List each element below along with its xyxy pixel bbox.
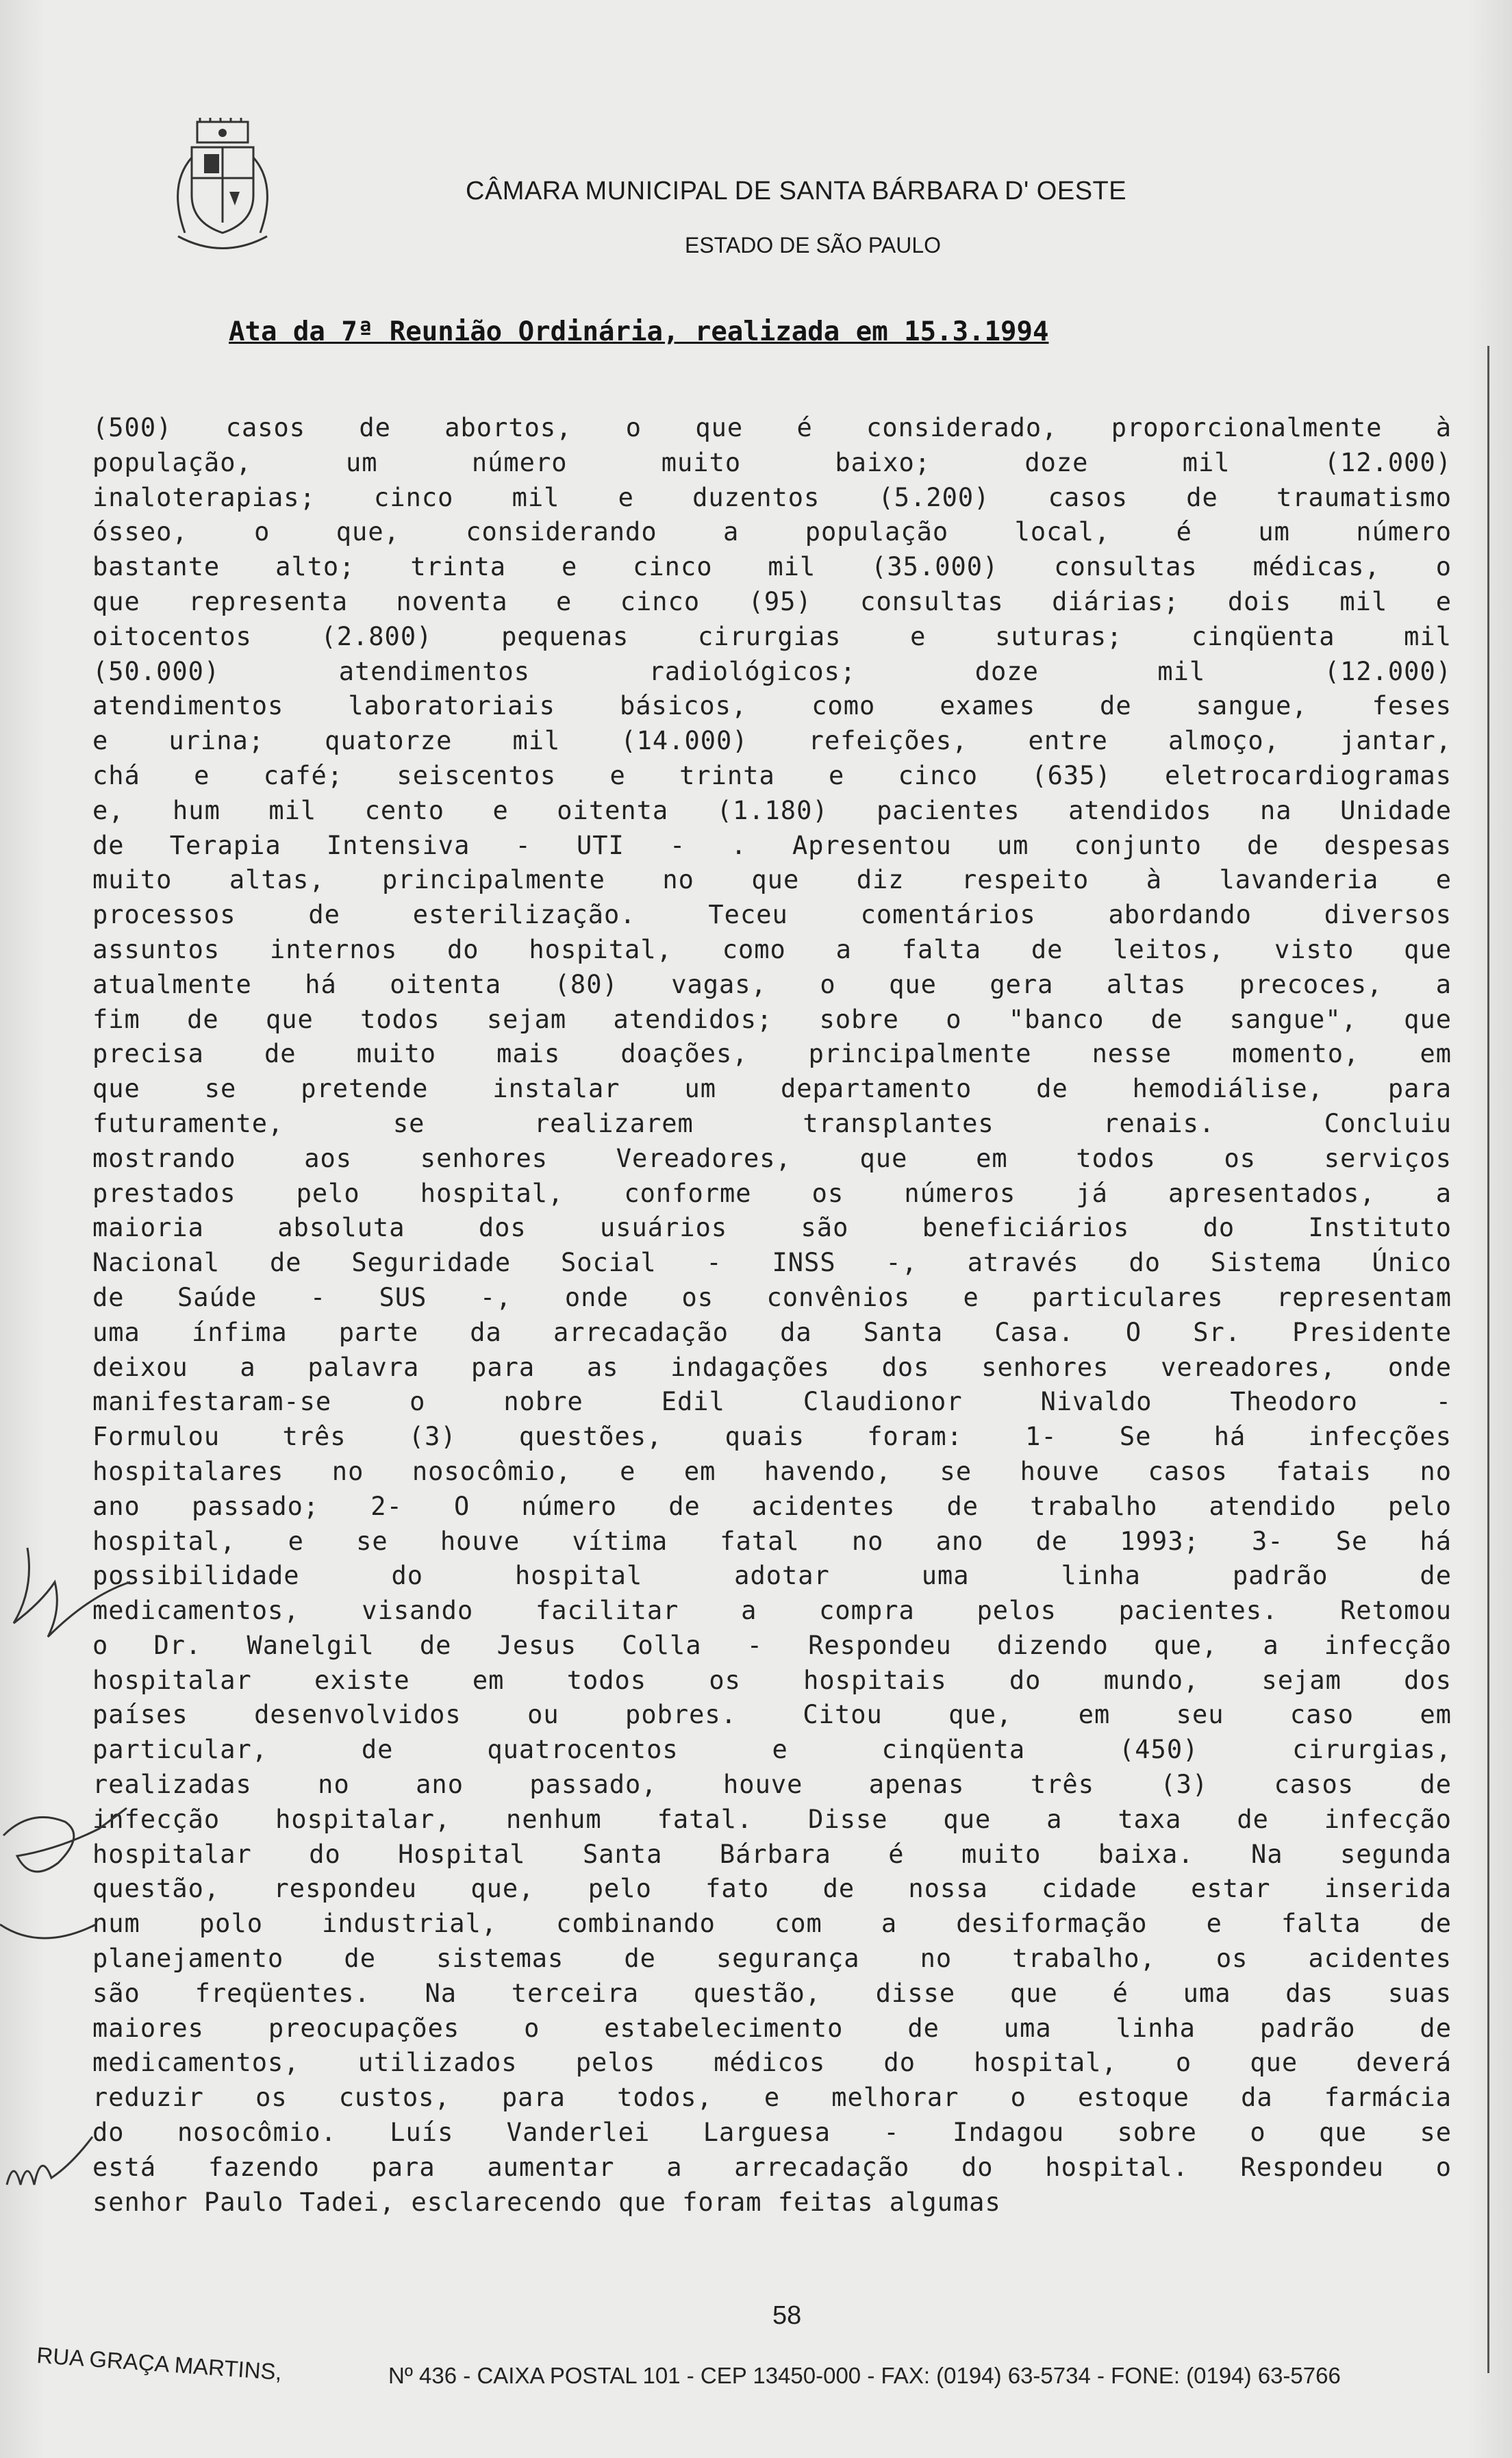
body-line: possibilidade do hospital adotar uma linha padrão de [92,1561,1452,1591]
margin-signatures [0,1541,192,2329]
state-name: ESTADO DE SÃO PAULO [685,233,942,258]
footer-street: RUA GRAÇA MARTINS, [36,2342,283,2385]
body-line: maioria absoluta dos usuários são beneficiários do Instituto [92,1213,1452,1243]
body-line: realizadas no ano passado, houve apenas três (3) casos de [92,1770,1452,1800]
body-line: de Terapia Intensiva - UTI - . Apresentou um conjunto de despesas [92,830,1452,860]
body-line: fim de que todos sejam atendidos; sobre o "banco de sangue", que [92,1004,1452,1034]
body-line: precisa de muito mais doações, principalmente nesse momento, em [92,1039,1452,1069]
municipal-coat-of-arms [164,116,281,253]
body-line: processos de esterilização. Teceu comentários abordando diversos [92,900,1452,930]
body-line: hospitalar do Hospital Santa Bárbara é muito baixa. Na segunda [92,1839,1452,1869]
body-line: ano passado; 2- O número de acidentes de trabalho atendido pelo [92,1491,1452,1521]
body-line: hospitalares no nosocômio, e em havendo, se houve casos fatais no [92,1456,1452,1486]
minutes-title: Ata da 7ª Reunião Ordinária, realizada em 15.3.1994 [229,316,1049,347]
body-line: Nacional de Seguridade Social - INSS -, através do Sistema Único [92,1248,1452,1278]
body-line: futuramente, se realizarem transplantes renais. Concluiu [92,1108,1452,1138]
body-line: são freqüentes. Na terceira questão, disse que é uma das suas [92,1978,1452,2008]
body-line: maiores preocupações o estabelecimento de uma linha padrão de [92,2013,1452,2043]
body-line: muito altas, principalmente no que diz respeito à lavanderia e [92,865,1452,895]
body-line: bastante alto; trinta e cinco mil (35.000) consultas médicas, o [92,552,1452,582]
body-line: países desenvolvidos ou pobres. Citou que, em seu caso em [92,1700,1452,1730]
page-number: 58 [772,2301,802,2330]
minutes-body [92,411,1452,2220]
body-line: num polo industrial, combinando com a desiformação e falta de [92,1909,1452,1939]
body-line: senhor Paulo Tadei, esclarecendo que foram feitas algumas [92,2187,1001,2217]
body-line: de Saúde - SUS -, onde os convênios e particulares representam [92,1282,1452,1312]
body-line: prestados pelo hospital, conforme os números já apresentados, a [92,1178,1452,1208]
body-line: hospitalar existe em todos os hospitais do mundo, sejam dos [92,1665,1452,1695]
body-line: particular, de quatrocentos e cinqüenta (450) cirurgias, [92,1735,1452,1765]
institution-name: CÂMARA MUNICIPAL DE SANTA BÁRBARA D' OESTE [466,177,1127,205]
body-line: que se pretende instalar um departamento de hemodiálise, para [92,1074,1452,1104]
body-line: medicamentos, visando facilitar a compra pelos pacientes. Retomou [92,1596,1452,1626]
body-line: e urina; quatorze mil (14.000) refeições, entre almoço, jantar, [92,726,1452,756]
body-line: inaloterapias; cinco mil e duzentos (5.200) casos de traumatismo [92,482,1452,512]
body-line: chá e café; seiscentos e trinta e cinco (635) eletrocardiogramas [92,760,1452,790]
body-line: manifestaram-se o nobre Edil Claudionor Nivaldo Theodoro - [92,1387,1452,1417]
body-line: reduzir os custos, para todos, e melhorar o estoque da farmácia [92,2083,1452,2113]
body-line: do nosocômio. Luís Vanderlei Larguesa - Indagou sobre o que se [92,2118,1452,2148]
body-line: (500) casos de abortos, o que é considerado, proporcionalmente à [92,413,1452,442]
body-line: medicamentos, utilizados pelos médicos do hospital, o que deverá [92,2048,1452,2078]
body-line: população, um número muito baixo; doze mil (12.000) [92,447,1452,477]
body-line: ósseo, o que, considerando a população local, é um número [92,517,1452,547]
body-line: questão, respondeu que, pelo fato de nossa cidade estar inserida [92,1874,1452,1904]
footer-contact: Nº 436 - CAIXA POSTAL 101 - CEP 13450-000 - FAX: (0194) 63-5734 - FONE: (0194) 63-5766 [388,2363,1341,2388]
body-line: planejamento de sistemas de segurança no trabalho, os acidentes [92,1944,1452,1974]
body-line: oitocentos (2.800) pequenas cirurgias e suturas; cinqüenta mil [92,621,1452,651]
body-line: Formulou três (3) questões, quais foram: 1- Se há infecções [92,1422,1452,1452]
body-line: atualmente há oitenta (80) vagas, o que gera altas precoces, a [92,969,1452,999]
right-margin-rule [1487,346,1489,2373]
body-line: o Dr. Wanelgil de Jesus Colla - Respondeu dizendo que, a infecção [92,1630,1452,1660]
body-line: assuntos internos do hospital, como a falta de leitos, visto que [92,934,1452,964]
body-line: que representa noventa e cinco (95) consultas diárias; dois mil e [92,586,1452,616]
body-line: está fazendo para aumentar a arrecadação do hospital. Respondeu o [92,2152,1452,2182]
body-line: deixou a palavra para as indagações dos senhores vereadores, onde [92,1352,1452,1382]
body-line: e, hum mil cento e oitenta (1.180) pacientes atendidos na Unidade [92,795,1452,825]
body-line: infecção hospitalar, nenhum fatal. Disse que a taxa de infecção [92,1804,1452,1834]
footer-address [38,2342,1496,2394]
body-line: uma ínfima parte da arrecadação da Santa Casa. O Sr. Presidente [92,1317,1452,1347]
body-line: hospital, e se houve vítima fatal no ano de 1993; 3- Se há [92,1526,1452,1556]
body-line: mostrando aos senhores Vereadores, que em todos os serviços [92,1143,1452,1173]
body-line: (50.000) atendimentos radiológicos; doze mil (12.000) [92,656,1452,686]
body-line: atendimentos laboratoriais básicos, como exames de sangue, feses [92,691,1452,721]
